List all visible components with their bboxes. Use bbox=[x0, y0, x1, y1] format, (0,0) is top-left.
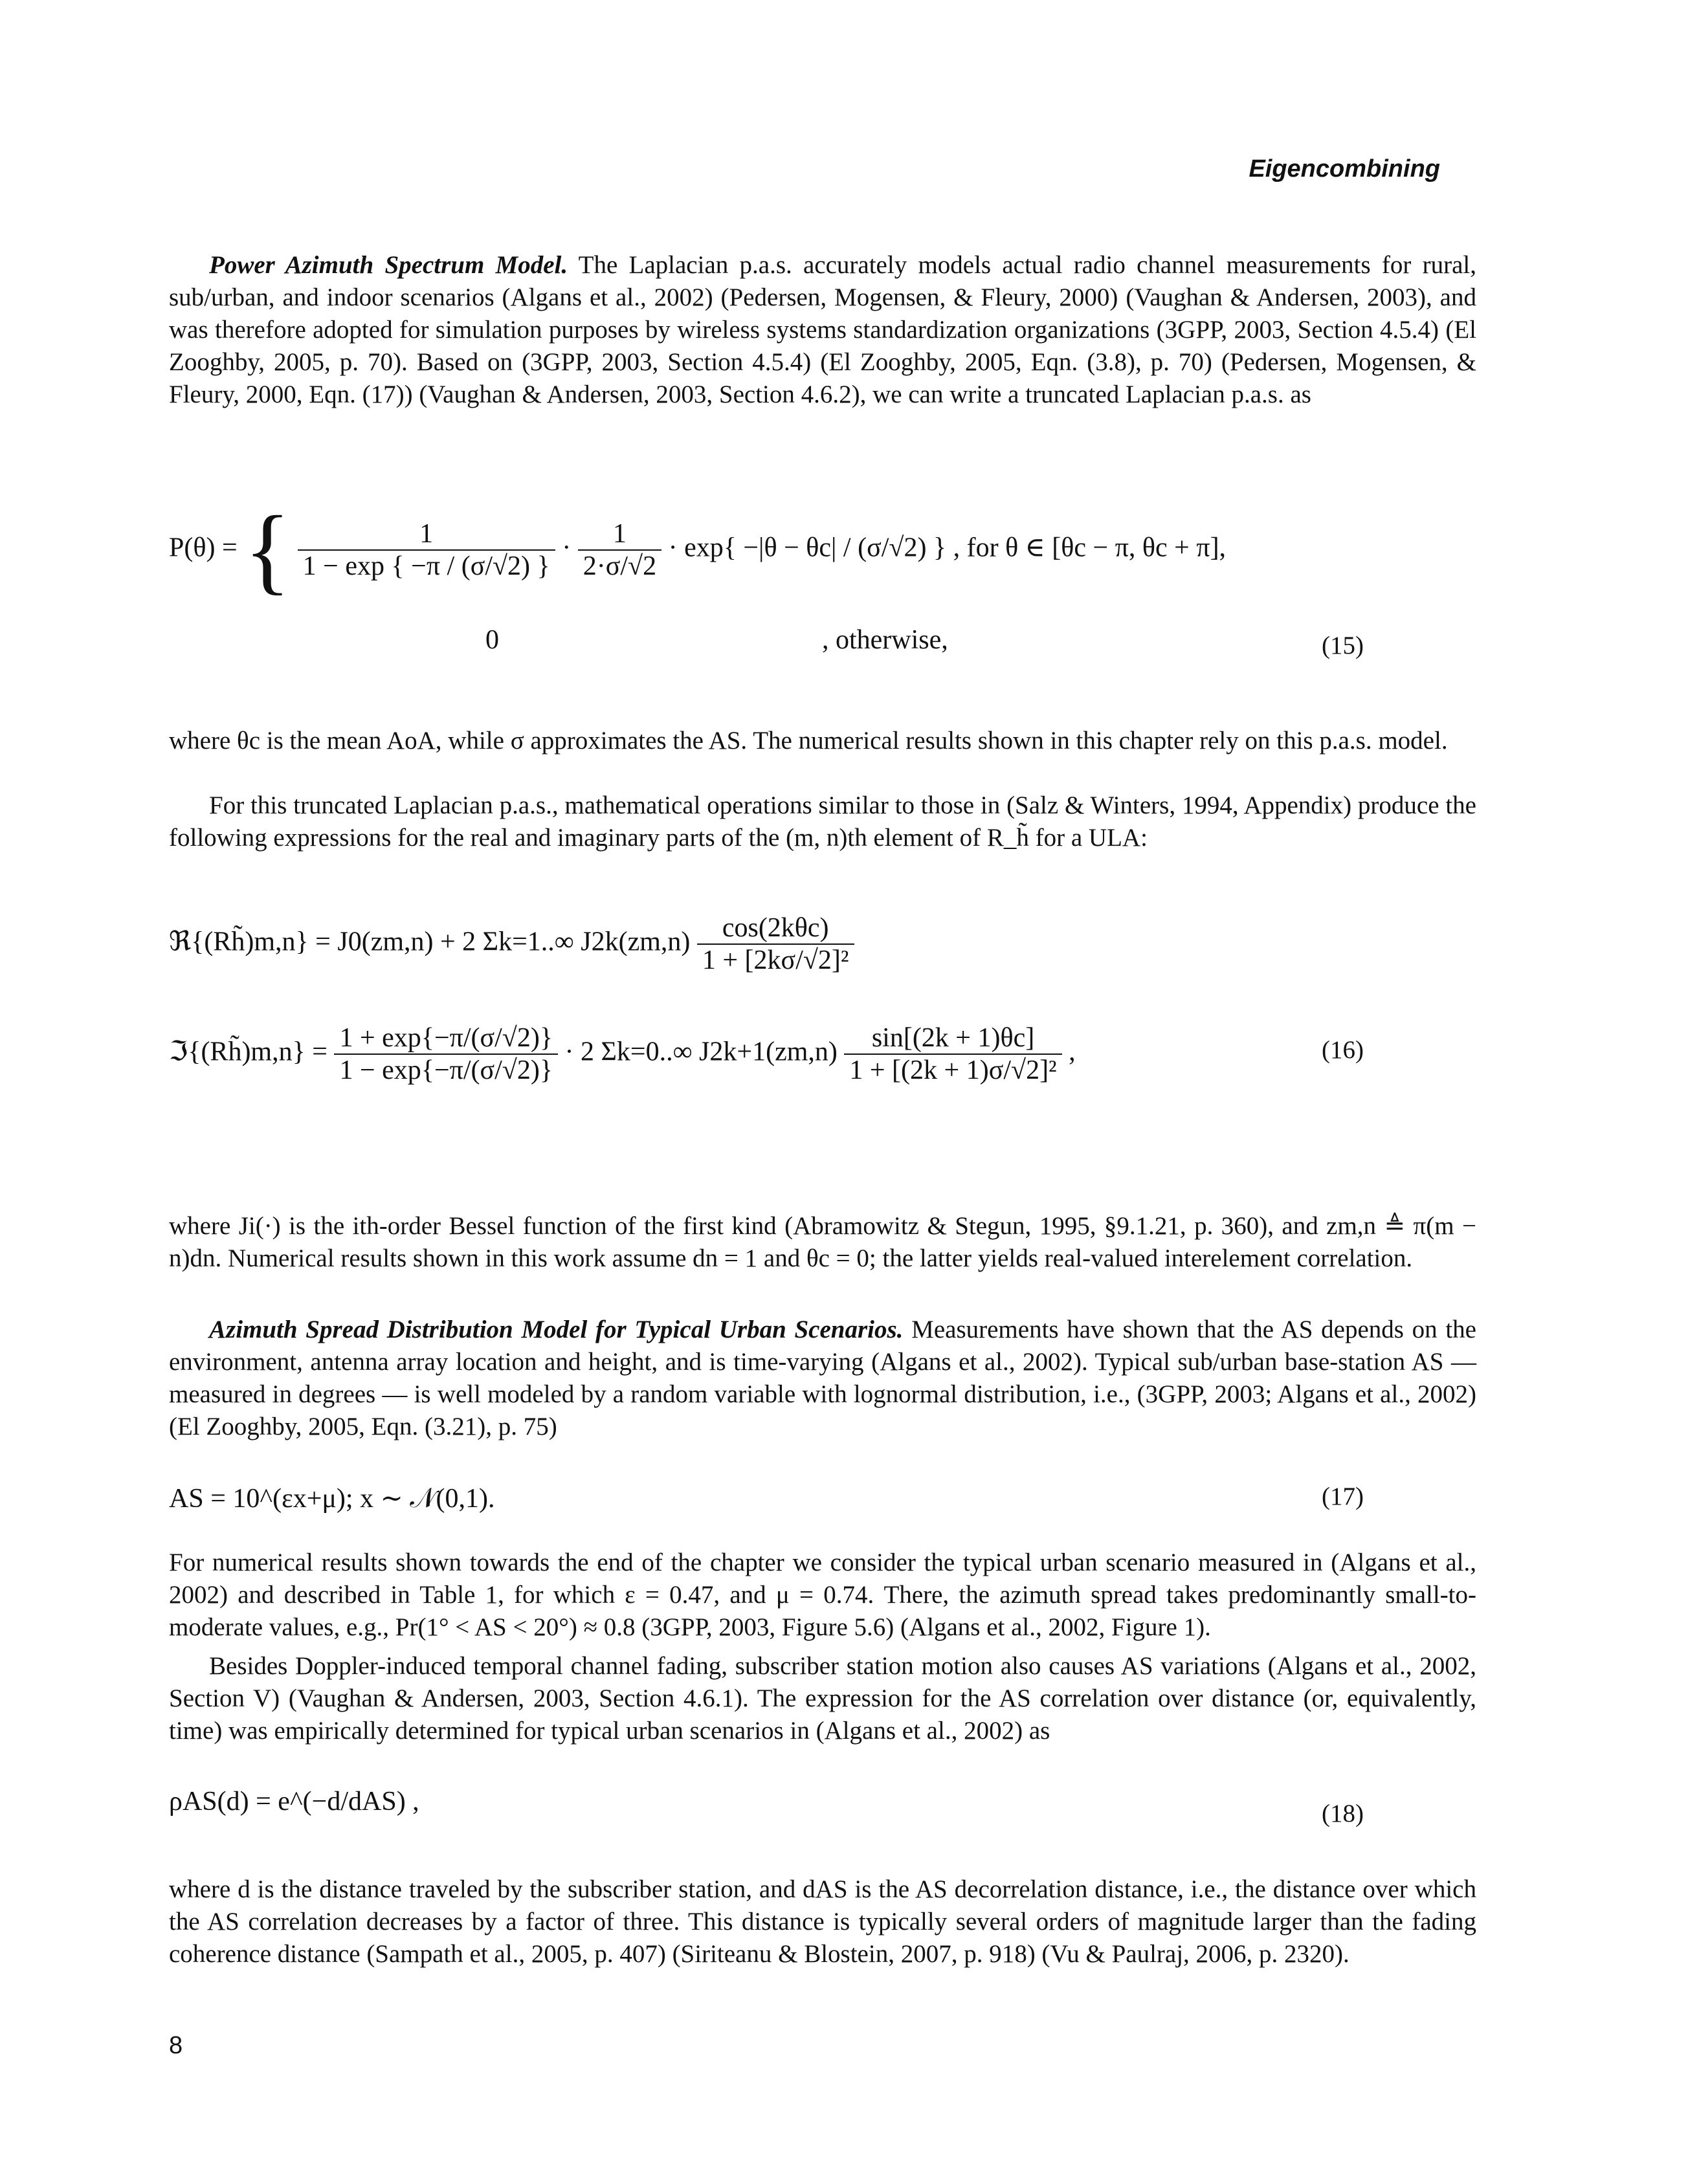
equation-number-18: (18) bbox=[1322, 1800, 1364, 1827]
eq16b-exp-num: 1 + exp{−π/(σ/√2)} bbox=[339, 1023, 553, 1053]
eq16b-mid: · 2 Σk=0..∞ J2k+1(zm,n) bbox=[564, 1037, 838, 1067]
equation-number-16: (16) bbox=[1322, 1036, 1364, 1064]
paragraph-as-correlation bbox=[169, 1650, 1476, 1747]
eq15-num1: 1 bbox=[419, 519, 434, 549]
eq16b-fraction bbox=[844, 1022, 1061, 1086]
eq16b-num: sin[(2k + 1)θc] bbox=[871, 1023, 1035, 1053]
eq15-den1a: 1 − exp bbox=[302, 551, 384, 581]
paragraph-text: Besides Doppler-induced temporal channel fading, subscriber station motion also causes AS variations (Algans et al., 2002, Section V) (Vaughan & Andersen, 2003, Section 4.6.1). The expression for the AS correlation over distance (or, equivalently, time) was empirically determined for typical urban scenarios in (Algans et al., 2002) as bbox=[169, 1652, 1476, 1745]
eq15-lhs: P(θ) = bbox=[169, 533, 238, 563]
eq15-condition-1: , for θ ∈ [θc − π, θc + π], bbox=[953, 533, 1227, 563]
equation-17: AS = 10^(εx+μ); x ∼ 𝒩(0,1). bbox=[169, 1484, 495, 1514]
eq16b-exp-fraction bbox=[334, 1022, 558, 1086]
eq16a-lhs: ℜ{(Rh̃)m,n} = bbox=[169, 927, 331, 957]
eq16a-num: cos(2kθc) bbox=[722, 913, 829, 943]
paragraph-ula bbox=[169, 789, 1476, 854]
paragraph-pas-description bbox=[169, 725, 1476, 757]
equation-16-imag bbox=[169, 1022, 1076, 1086]
eq15-den1b: −π / (σ/√2) bbox=[411, 551, 531, 581]
paragraph-bessel bbox=[169, 1210, 1476, 1275]
page-number: 8 bbox=[169, 2032, 183, 2059]
equation-number-17: (17) bbox=[1322, 1483, 1364, 1510]
running-header: Eigencombining bbox=[1249, 155, 1440, 182]
eq16b-exp-den: 1 − exp{−π/(σ/√2)} bbox=[334, 1053, 558, 1086]
eq15-exp: · exp{ −|θ − θc| / (σ/√2) } bbox=[668, 533, 947, 563]
eq16b-den: 1 + [(2k + 1)σ/√2]² bbox=[844, 1053, 1061, 1086]
eq15-fraction-1: $\frac{1}{1 - \exp \{ -\pi / (\sigma/√2) \}}$ bbox=[298, 518, 555, 582]
paragraph-text: Measurements have shown that the AS depends on the environment, antenna array location and height, and is time-varying (Algans et al., 2002). Typical sub/urban base-station AS — measured in degrees — is well modeled by a random variable with lognormal distribution, i.e., (3GPP, 2003; Algans et al., 2002) (El Zooghby, 2005, Eqn. (3.21), p. 75) bbox=[169, 1316, 1476, 1440]
eq15-condition-2: , otherwise, bbox=[822, 625, 948, 655]
eq16b-lhs: ℑ{(Rh̃)m,n} = bbox=[169, 1037, 328, 1067]
paragraph-text: where θc is the mean AoA, while σ approximates the AS. The numerical results shown in this chapter rely on this p.a.s. model. bbox=[169, 727, 1448, 755]
paragraph-text: The Laplacian p.a.s. accurately models actual radio channel measurements for rural, sub/urban, and indoor scenarios (Algans et al., 2002) (Pedersen, Mogensen, & Fleury, 2000) (Vaughan & Andersen, 2003), and was therefore adopted for simulation purposes by wireless systems standardization organizations (3GPP, 2003, Section 4.5.4) (El Zooghby, 2005, p. 70). Based on (3GPP, 2003, Section 4.5.4) (El Zooghby, 2005, Eqn. (3.8), p. 70) (Pedersen, Mogensen, & Fleury, 2000, Eqn. (17)) (Vaughan & Andersen, 2003, Section 4.6.2), we can write a truncated Laplacian p.a.s. as bbox=[169, 251, 1476, 408]
section-heading: Azimuth Spread Distribution Model for Typical Urban Scenarios. bbox=[209, 1316, 904, 1343]
paragraph-text: where d is the distance traveled by the subscriber station, and dAS is the AS decorrelation distance, i.e., the distance over which the AS correlation decreases by a factor of three. This distance is typically several orders of magnitude larger than the fading coherence distance (Sampath et al., 2005, p. 407) (Siriteanu & Blostein, 2007, p. 918) (Vu & Paulraj, 2006, p. 2320). bbox=[169, 1875, 1476, 1968]
paragraph-text: For numerical results shown towards the end of the chapter we consider the typical urban scenario measured in (Algans et al., 2002) and described in Table 1, for which ε = 0.47, and μ = 0.74. There, the azimuth spread takes predominantly small-to-moderate values, e.g., Pr(1° < AS < 20°) ≈ 0.8 (3GPP, 2003, Figure 5.6) (Algans et al., 2002, Figure 1). bbox=[169, 1549, 1476, 1641]
eq16b-tail: , bbox=[1069, 1037, 1076, 1067]
eq16a-rhs: J0(zm,n) + 2 Σk=1..∞ J2k(zm,n) bbox=[337, 927, 691, 957]
paragraph-urban-scenario bbox=[169, 1547, 1476, 1644]
paragraph-pas-model bbox=[169, 249, 1476, 411]
eq16a-fraction bbox=[697, 912, 854, 976]
eq16a-den: 1 + [2kσ/√2]² bbox=[697, 943, 854, 976]
equation-number-15: (15) bbox=[1322, 632, 1364, 659]
eq15-zero: 0 bbox=[485, 625, 499, 655]
equation-16-real bbox=[169, 912, 854, 976]
paragraph-as-distribution bbox=[169, 1314, 1476, 1443]
section-heading: Power Azimuth Spectrum Model. bbox=[209, 251, 568, 279]
left-brace: { bbox=[244, 496, 291, 604]
paragraph-decorrelation bbox=[169, 1873, 1476, 1970]
eq15-num2: 1 bbox=[612, 519, 627, 549]
paragraph-text: For this truncated Laplacian p.a.s., mathematical operations similar to those in (Salz & Winters, 1994, Appendix) produce the following expressions for the real and imaginary parts of the (m, n)th element of R_h̃ for a ULA: bbox=[169, 791, 1476, 852]
equation-18: ρAS(d) = e^(−d/dAS) , bbox=[169, 1787, 419, 1816]
eq15-den2: 2·σ/√2 bbox=[578, 549, 661, 582]
equation-15: P(θ) = { $\frac{1}{1 - \exp \{ -\pi / (\sigma/√2) \}}$ · $\frac{1}{2\cdot\sigma/√2}$ · exp{ −|θ − θc| / (σ/√2) } , for θ ∈ [θc − π, θc + π], bbox=[169, 496, 1227, 604]
eq15-fraction-2 bbox=[578, 518, 661, 582]
paragraph-text: where Ji(·) is the ith-order Bessel function of the first kind (Abramowitz & Stegun, 1995, §9.1.21, p. 360), and zm,n ≜ π(m − n)dn. Numerical results shown in this work assume dn = 1 and θc = 0; the latter yields real-valued interelement correlation. bbox=[169, 1212, 1476, 1272]
